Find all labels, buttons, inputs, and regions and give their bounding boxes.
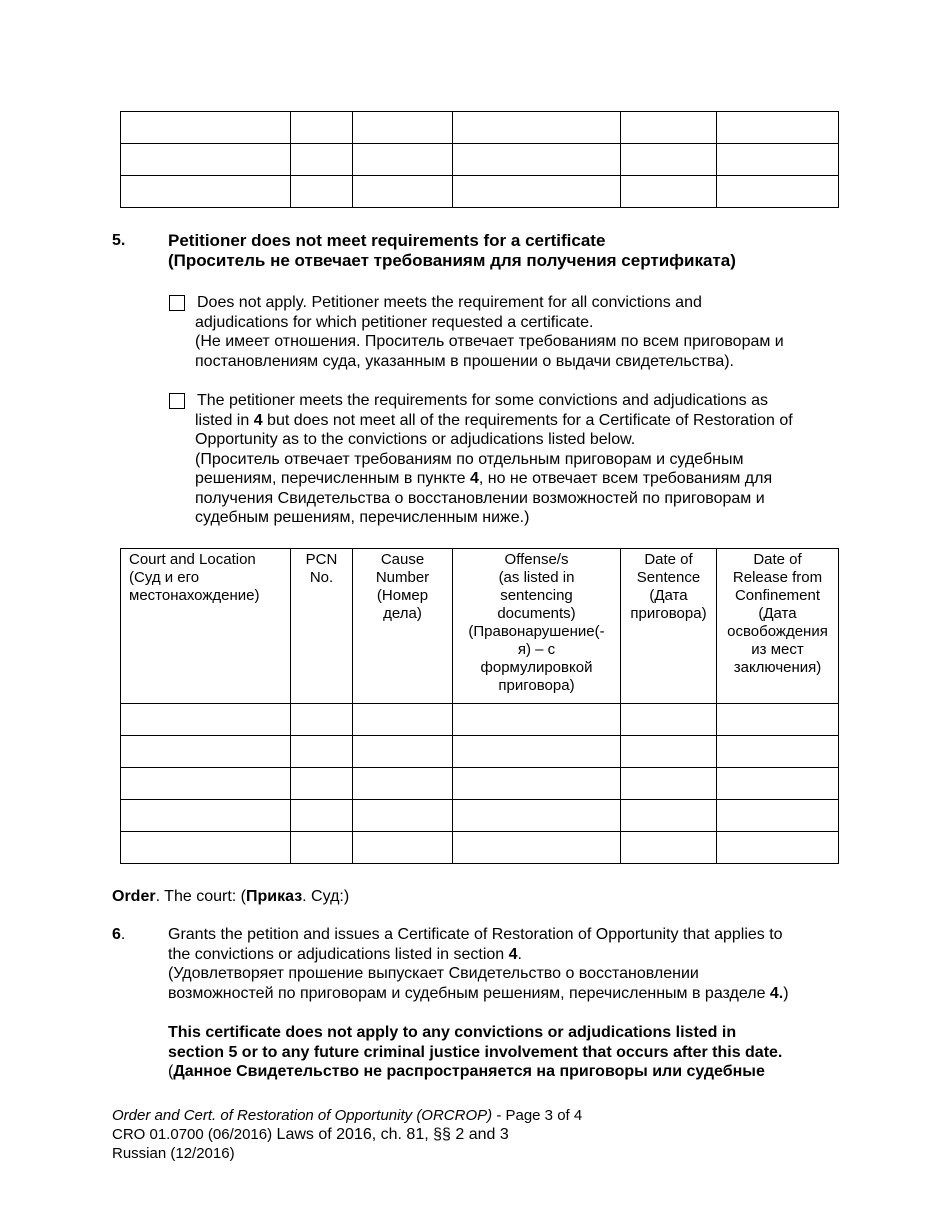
table-cell[interactable] [717,832,839,864]
table-cell[interactable] [621,736,717,768]
section-6-number: 6. [112,926,126,943]
table-cell[interactable] [353,144,453,176]
table-cell[interactable] [717,704,839,736]
table-cell[interactable] [621,768,717,800]
table-cell[interactable] [717,144,839,176]
does-not-apply-checkbox[interactable] [169,295,185,311]
table-row [121,800,839,832]
table-cell[interactable] [291,704,353,736]
column-header: Date of Sentence (Дата приговора) [621,549,717,704]
table-cell[interactable] [121,176,291,208]
convictions-not-qualifying-table [120,548,839,864]
table-cell[interactable] [621,112,717,144]
table-row [121,176,839,208]
table-cell[interactable] [717,176,839,208]
table-cell[interactable] [353,800,453,832]
table-cell[interactable] [121,144,291,176]
table-cell[interactable] [453,800,621,832]
does-not-apply-option: Does not apply. Petitioner meets the requirement for all convictions and adjudications for which petitioner requested a certificate. (Не имеет отношения. Проситель отвечает требованиям по всем приговорам и постановлениям суда, указанным в прошении о выдачи свидетельства). [195,294,784,370]
table-cell[interactable] [121,832,291,864]
table-row [121,112,839,144]
table-cell[interactable] [621,832,717,864]
table-cell[interactable] [453,144,621,176]
table-cell[interactable] [353,832,453,864]
table-cell[interactable] [453,176,621,208]
section-5-heading [168,231,736,271]
order-line: Order. The court: (Приказ. Суд:) [112,888,350,905]
table-cell[interactable] [453,768,621,800]
table-cell[interactable] [717,736,839,768]
column-header: Cause Number (Номер дела) [353,549,453,704]
table-cell[interactable] [291,144,353,176]
section-6-grant: Grants the petition and issues a Certificate of Restoration of Opportunity that applies to the convictions or adjudications listed in section 4. (Удовлетворяет прошение выпускает Свидетельство о восстановлении возможностей по приговорам и судебным решениям, перечисленным в разделе 4.) This certificate does not apply to any convictions or adjudications listed in section 5 or to any future criminal justice involvement that occurs after this date. (Данное Свидетельство не распространяется на приговоры или судебные [168,926,789,1080]
table-cell[interactable] [453,704,621,736]
table-cell[interactable] [353,112,453,144]
table-cell[interactable] [717,768,839,800]
table-cell[interactable] [121,704,291,736]
table-row [121,832,839,864]
partial-requirements-option: The petitioner meets the requirements for some convictions and adjudications as listed in 4 but does not meet all of the requirements for a Certificate of Restoration of Opportunity as to the convictions or adjudications listed below. (Проситель отвечает требованиям по отдельным приговорам и судебным решениям, перечисленным в пункте 4, но не отвечает всем требованиям для получения Свидетельства о восстановлении возможностей по приговорам и судебным решениям, перечисленным ниже.) [195,392,793,526]
prior-convictions-table [120,111,839,208]
table-cell[interactable] [453,112,621,144]
table-cell[interactable] [621,176,717,208]
table-cell[interactable] [621,704,717,736]
table-cell[interactable] [121,112,291,144]
table-cell[interactable] [291,800,353,832]
table-row [121,144,839,176]
section-5-title-ru: (Проситель не отвечает требованиям для получения сертификата) [168,251,736,270]
table-cell[interactable] [621,800,717,832]
section-5-title-en: Petitioner does not meet requirements for a certificate [168,231,606,250]
table-row [121,704,839,736]
table-header-row [121,549,839,704]
table-cell[interactable] [621,144,717,176]
table-row [121,736,839,768]
table-cell[interactable] [291,768,353,800]
table-cell[interactable] [717,112,839,144]
table-cell[interactable] [453,832,621,864]
column-header: Offense/s (as listed in sentencing documents) (Правонарушение(- я) – с формулировкой приговора) [453,549,621,704]
table-cell[interactable] [291,832,353,864]
table-cell[interactable] [353,768,453,800]
partial-requirements-checkbox[interactable] [169,393,185,409]
table-cell[interactable] [121,736,291,768]
table-cell[interactable] [353,176,453,208]
column-header: PCN No. [291,549,353,704]
table-cell[interactable] [291,176,353,208]
table-row [121,768,839,800]
page-footer: Order and Cert. of Restoration of Opportunity (ORCROP) - Page 3 of 4 CRO 01.0700 (06/2016) Laws of 2016, ch. 81, §§ 2 and 3 Russian (12/2016) [112,1107,583,1162]
section-5-number: 5. [112,232,126,249]
table-cell[interactable] [717,800,839,832]
table-cell[interactable] [291,112,353,144]
column-header: Court and Location (Суд и его местонахождение) [121,549,291,704]
column-header: Date of Release from Confinement (Дата освобождения из мест заключения) [717,549,839,704]
table-cell[interactable] [121,800,291,832]
table-cell[interactable] [353,704,453,736]
table-cell[interactable] [121,768,291,800]
table-cell[interactable] [453,736,621,768]
table-cell[interactable] [291,736,353,768]
table-cell[interactable] [353,736,453,768]
